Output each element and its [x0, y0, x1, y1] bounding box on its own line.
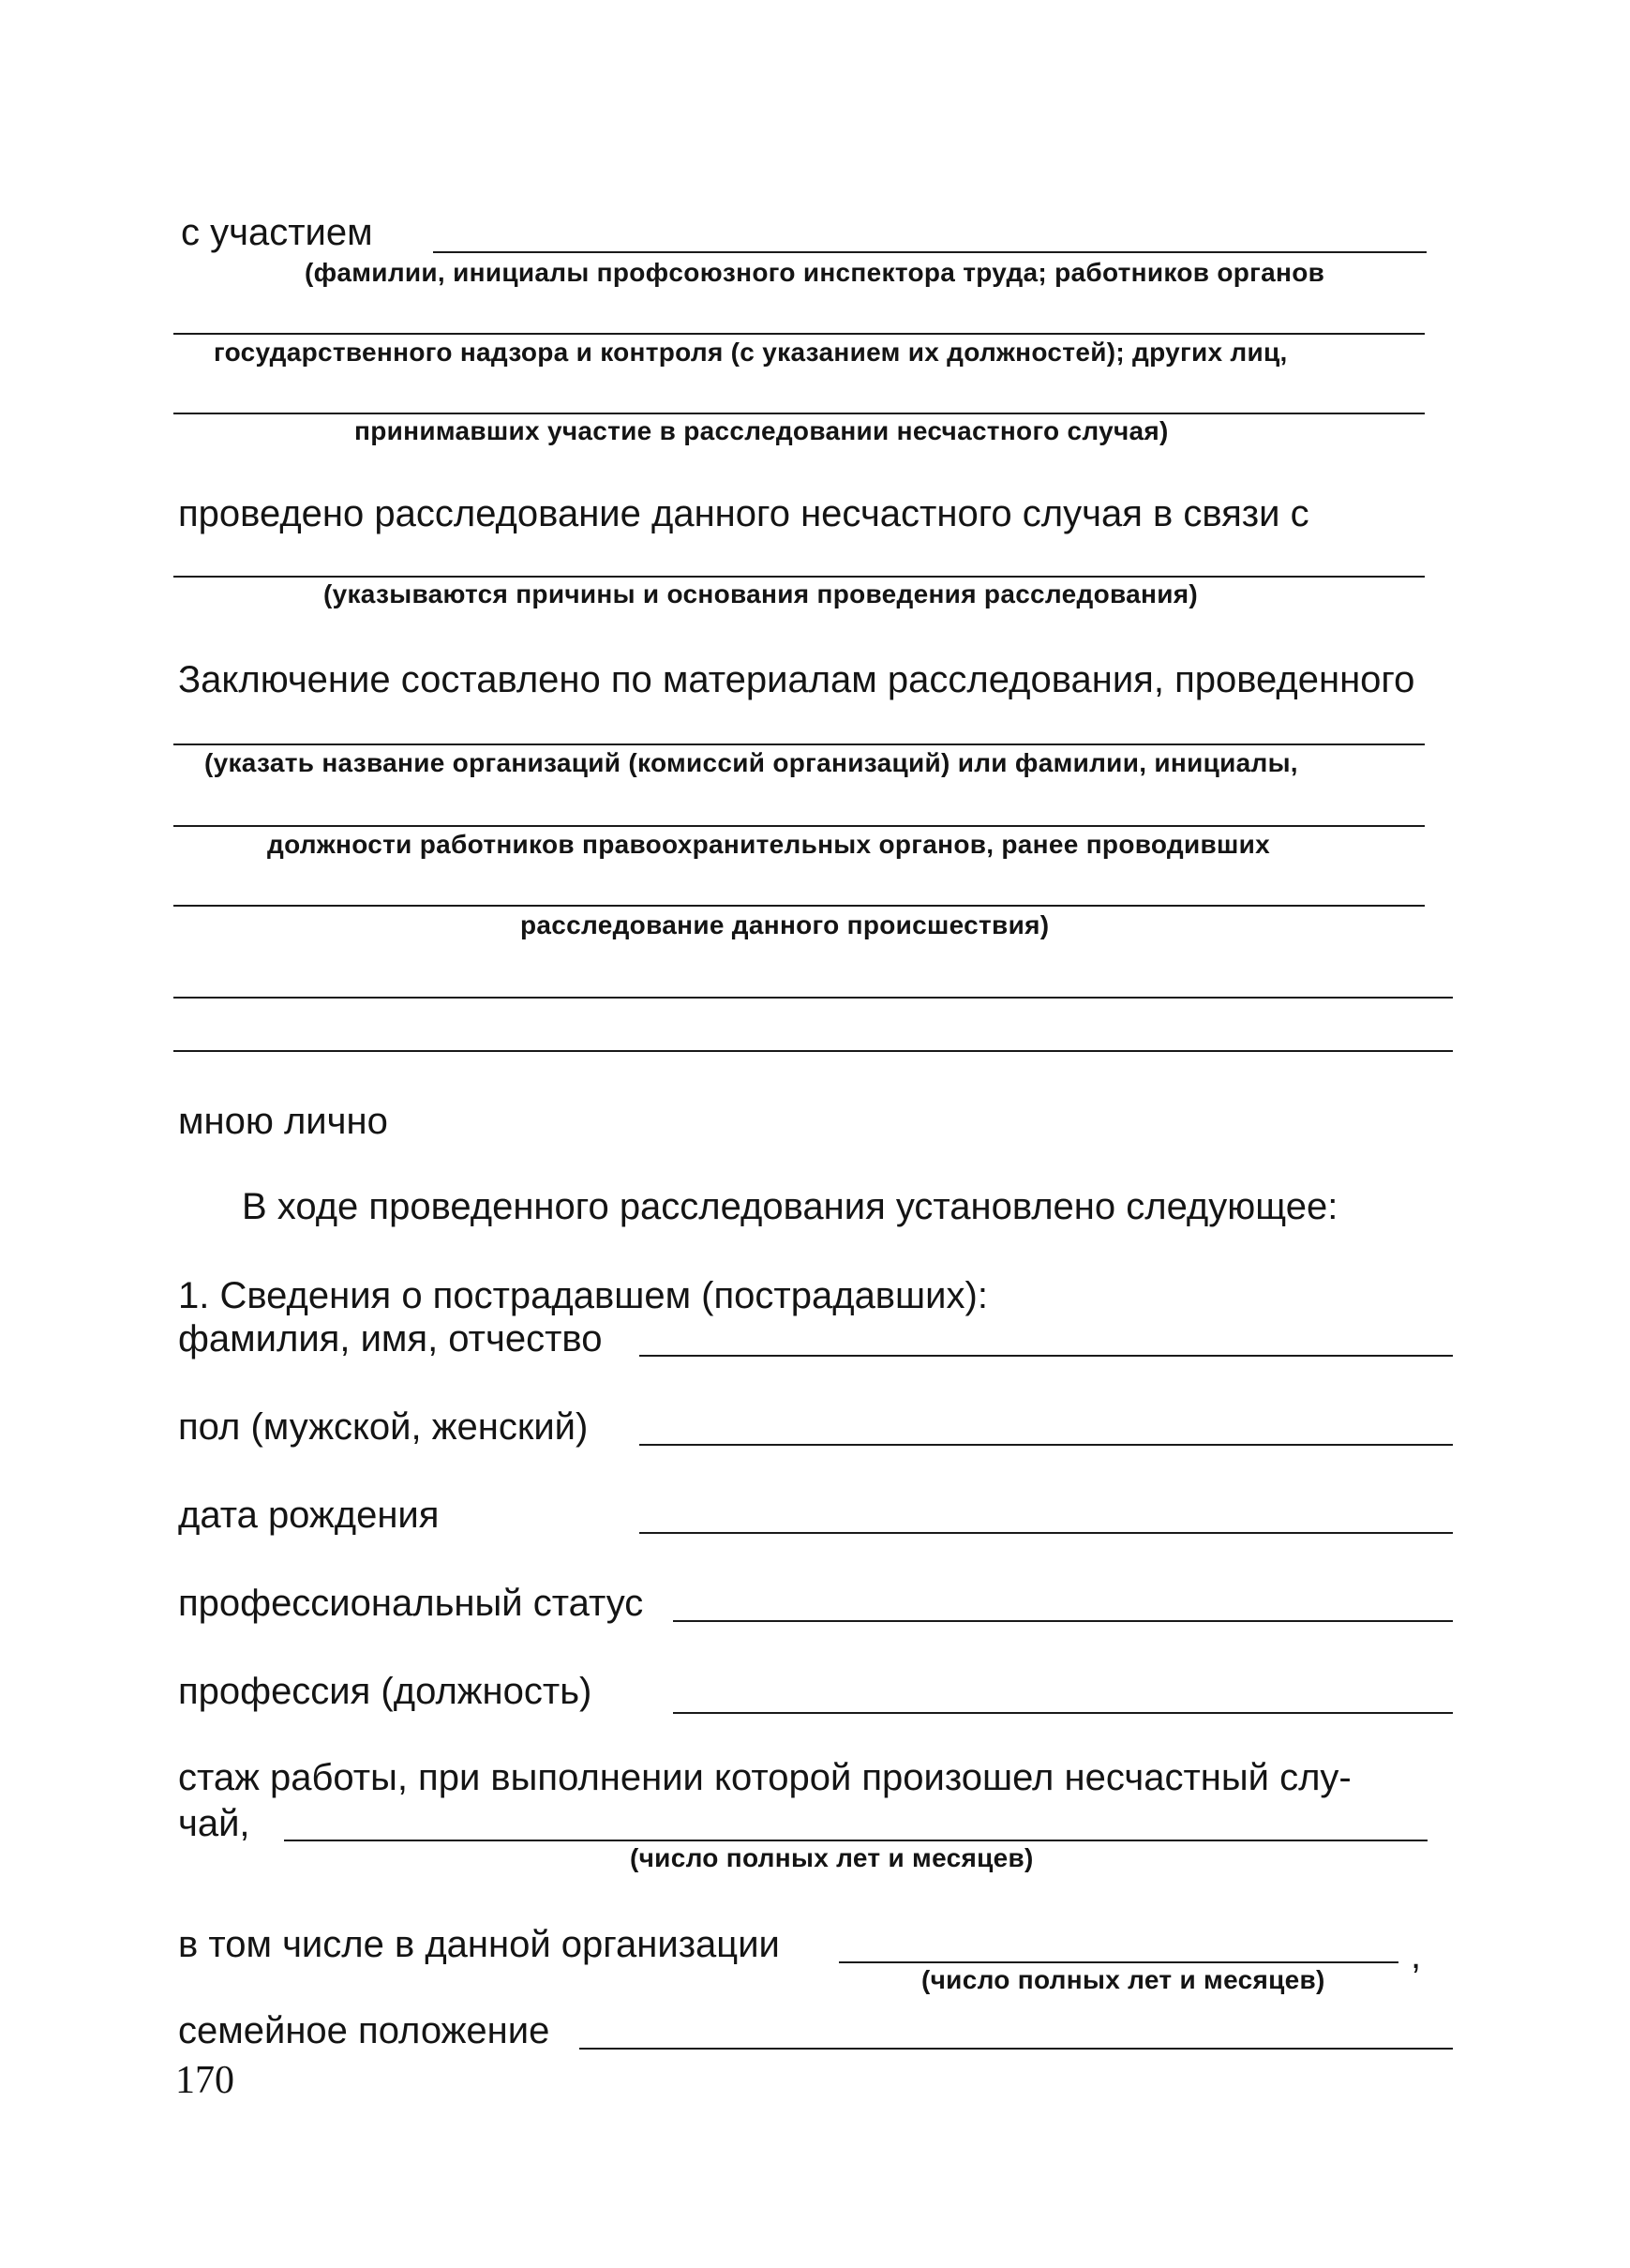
victim-experience-line — [284, 1840, 1428, 1841]
victim-sex-line — [639, 1444, 1453, 1446]
victim-birth-date-line — [639, 1532, 1453, 1534]
page-number: 170 — [175, 2059, 234, 2102]
victim-full-name-line — [639, 1355, 1453, 1357]
conclusion-text: Заключение составлено по материалам расследования, проведенного — [178, 659, 1415, 700]
participation-hint-3: принимавших участие в расследовании несчастного случая) — [354, 416, 1169, 445]
investigation-text: проведено расследование данного несчастного случая в связи с — [178, 493, 1309, 534]
investigation-hint: (указываются причины и основания проведения расследования) — [323, 579, 1199, 608]
victim-in-org-label: в том числе в данной организации — [178, 1924, 780, 1965]
conclusion-hint-2: должности работников правоохранительных органов, ранее проводивших — [267, 830, 1271, 859]
victim-marital-line — [579, 2048, 1453, 2050]
victim-profession-label: профессия (должность) — [178, 1671, 592, 1712]
conclusion-hint-1: (указать название организаций (комиссий организаций) или фамилии, инициалы, — [204, 748, 1298, 777]
conclusion-fill-line-5 — [173, 1050, 1453, 1052]
conclusion-fill-line-4 — [173, 997, 1453, 999]
participation-hint-2: государственного надзора и контроля (с указанием их должностей); других лиц, — [214, 338, 1288, 367]
victim-experience-hint: (число полных лет и месяцев) — [630, 1843, 1034, 1872]
participation-hint-1: (фамилии, инициалы профсоюзного инспектора труда; работников органов — [305, 258, 1325, 287]
victim-marital-label: семейное положение — [178, 2010, 550, 2051]
victim-sex-label: пол (мужской, женский) — [178, 1406, 589, 1448]
victim-experience-label-2: чай, — [178, 1803, 250, 1844]
established-text: В ходе проведенного расследования установлено следующее: — [242, 1186, 1338, 1227]
victim-prof-status-label: профессиональный статус — [178, 1583, 644, 1624]
victim-full-name-label: фамилия, имя, отчество — [178, 1318, 603, 1359]
conclusion-fill-line-3 — [173, 905, 1425, 907]
conclusion-fill-line-2 — [173, 825, 1425, 827]
victim-in-org-hint: (число полных лет и месяцев) — [921, 1965, 1325, 1994]
victim-in-org-line — [839, 1961, 1398, 1963]
investigation-fill-line — [173, 576, 1425, 578]
victim-experience-label-1: стаж работы, при выполнении которой произошел несчастный слу- — [178, 1757, 1352, 1798]
participation-fill-line — [433, 251, 1427, 253]
victim-prof-status-line — [673, 1620, 1453, 1622]
victim-heading: 1. Сведения о пострадавшем (пострадавших): — [178, 1275, 988, 1316]
participation-fill-line-2 — [173, 333, 1425, 335]
victim-profession-line — [673, 1712, 1453, 1714]
conclusion-fill-line-1 — [173, 743, 1425, 745]
participation-label: с участием — [181, 212, 373, 253]
conclusion-hint-3: расследование данного происшествия) — [520, 910, 1050, 939]
victim-birth-date-label: дата рождения — [178, 1494, 440, 1536]
participation-fill-line-3 — [173, 413, 1425, 414]
personally-text: мною лично — [178, 1101, 388, 1142]
victim-in-org-comma: , — [1411, 1935, 1422, 1976]
